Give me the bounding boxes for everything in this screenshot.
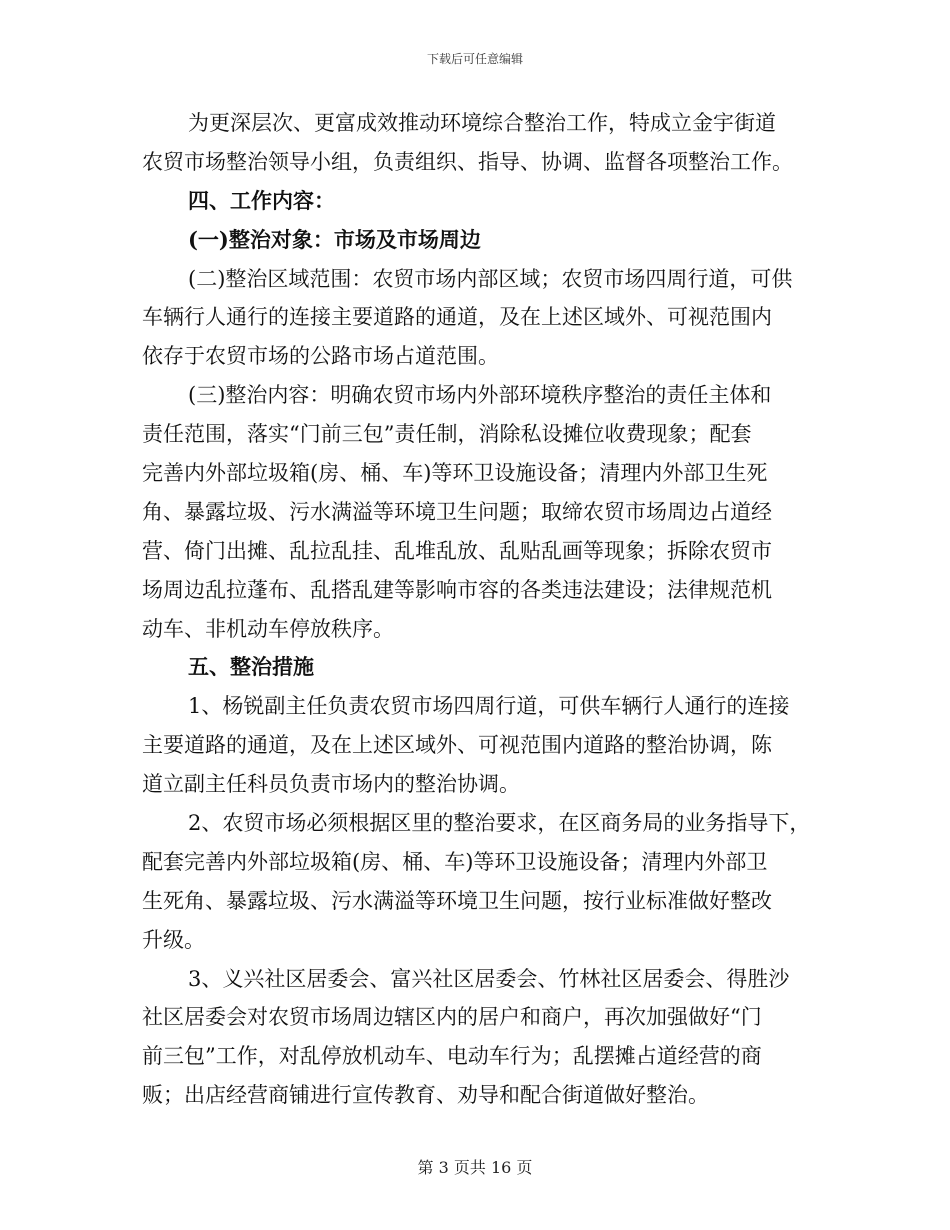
- body-text-line: 完善内外部垃圾箱(房、桶、车)等环卫设施设备；清理内外部卫生死: [142, 461, 768, 486]
- body-text-line: 车辆行人通行的连接主要道路的通道，及在上述区域外、可视范围内: [142, 305, 772, 330]
- body-text-line: (三)整治内容：明确农贸市场内外部环境秩序整治的责任主体和: [188, 383, 772, 408]
- body-text-line: 配套完善内外部垃圾箱(房、桶、车)等环卫设施设备；清理内外部卫: [142, 849, 768, 874]
- page-footer: 第 3 页共 16 页: [417, 1158, 533, 1177]
- body-text-line: 为更深层次、更富成效推动环境综合整治工作，特成立金宇街道: [188, 111, 776, 135]
- body-text-line: 生死角、暴露垃圾、污水满溢等环境卫生问题，按行业标准做好整改: [142, 888, 772, 913]
- body-text-line: 1、杨锐副主任负责农贸市场四周行道，可供车辆行人通行的连接: [188, 694, 790, 719]
- body-text-line: 道立副主任科员负责市场内的整治协调。: [142, 772, 520, 797]
- body-text-line: 责任范围，落实“门前三包”责任制，消除私设摊位收费现象；配套: [142, 422, 752, 447]
- body-text-line: 角、暴露垃圾、污水满溢等环境卫生问题；取缔农贸市场周边占道经: [142, 499, 772, 524]
- body-text-line: 主要道路的通道，及在上述区域外、可视范围内道路的整治协调，陈: [142, 733, 772, 758]
- body-text-line: 场周边乱拉蓬布、乱搭乱建等影响市容的各类违法建设；法律规范机: [142, 577, 772, 602]
- body-text-line: 前三包”工作，对乱停放机动车、电动车行为；乱摆摊占道经营的商: [142, 1044, 762, 1069]
- section-heading: 四、工作内容：: [188, 187, 335, 213]
- body-text-line: 2、农贸市场必须根据区里的整治要求，在区商务局的业务指导下，: [188, 811, 811, 836]
- document-body: [142, 104, 822, 1115]
- page-header: 下载后可任意编辑: [426, 52, 523, 66]
- section-heading: (一)整治对象：市场及市场周边: [188, 226, 481, 252]
- body-text-line: 营、倚门出摊、乱拉乱挂、乱堆乱放、乱贴乱画等现象；拆除农贸市: [142, 538, 772, 563]
- section-heading: 五、整治措施: [188, 654, 314, 680]
- body-text-line: 3、义兴社区居委会、富兴社区居委会、竹林社区居委会、得胜沙: [188, 966, 790, 991]
- body-text-line: (二)整治区域范围：农贸市场内部区域；农贸市场四周行道，可供: [188, 266, 793, 291]
- body-text-line: 动车、非机动车停放秩序。: [142, 616, 394, 641]
- body-text-line: 依存于农贸市场的公路市场占道范围。: [142, 344, 499, 369]
- body-text-line: 社区居委会对农贸市场周边辖区内的居户和商户，再次加强做好“门: [142, 1005, 762, 1030]
- body-text-line: 升级。: [142, 927, 205, 952]
- body-text-line: 贩；出店经营商铺进行宣传教育、劝导和配合街道做好整治。: [142, 1083, 709, 1108]
- body-text-line: 农贸市场整治领导小组，负责组织、指导、协调、监督各项整治工作。: [142, 149, 793, 174]
